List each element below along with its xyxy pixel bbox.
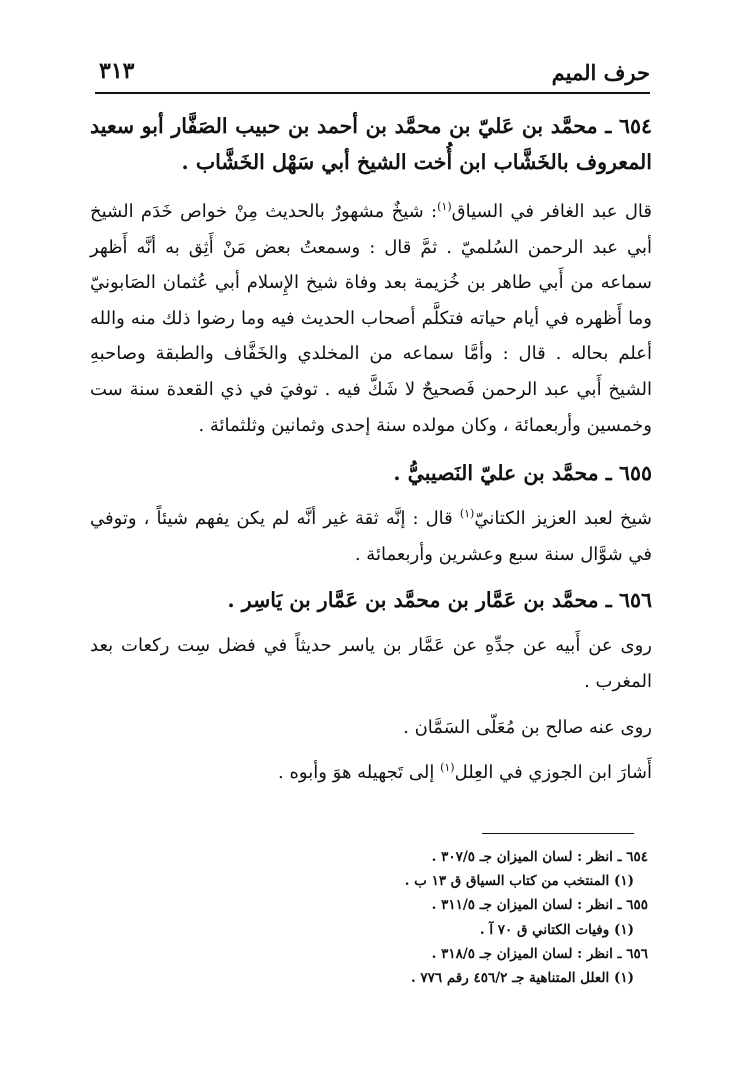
entry-656-text-start: أَشارَ ابن الجوزي في العِلل	[454, 762, 652, 784]
footnote-ref: (١)	[437, 200, 452, 213]
footnote-656-1: (١) العلل المتناهية جـ ٤٥٦/٢ رقم ٧٧٦ .	[410, 970, 634, 987]
main-text	[90, 108, 652, 791]
footnote-ref: (١)	[440, 761, 455, 775]
entry-655-text-start: شيخ لعبد العزيز الكتانيّ	[474, 508, 652, 530]
footnotes	[248, 845, 648, 990]
footnote-654: ٦٥٤ ـ انظر : لسان الميزان جـ ٣٠٧/٥ .	[431, 849, 648, 865]
entry-656-paragraph-3	[90, 755, 652, 791]
entry-654-text-rest: : شيخٌ مشهورٌ بالحديث مِنْ خواص خَدَم الشيخ أبي عبد الرحمن السُلميّ . ثمَّ قال : وسمعتُ بعض مَنْ أَثِق به أنَّه أَظهر سماعه من أَبي طاهر بن خُزيمة بعد وفاة شيخ الإِسلام أبي عُثمان الصَابونيّ وما أَظهره في أيام حياته فتكلَّم أصحاب الحديث فيه وما رضوا ذلك منه والله أعلم بحاله . قال : وأمَّا سماعه من المخلدي والخَفَّاف والطبقة وصاحبهِ الشيخ أَبي عبد الرحمن فَصحيحٌ لا شَكَّ فيه . توفيَ في ذي القعدة سنة ست وخمسين وأربعمائة ، وكان مولده سنة إحدى وثمانين وثلثمائة .	[90, 201, 652, 436]
entry-656-heading: ٦٥٦ ـ محمَّد بن عَمَّار بن محمَّد بن عَمَّار بن يَاسِر .	[227, 588, 652, 613]
entry-655-heading: ٦٥٥ ـ محمَّد بن عليّ النَصيبيُّ .	[393, 461, 652, 486]
entry-656-paragraph-1: روى عن أَبيه عن جدِّهِ عن عَمَّار بن ياسر حديثاً في فضل سِت ركعات بعد المغرب .	[90, 635, 652, 692]
footnote-654-1: (١) المنتخب من كتاب السياق ق ١٣ ب .	[404, 873, 634, 890]
entry-654-paragraph	[90, 194, 652, 443]
entry-655-text-rest: قال : إنَّه ثقة غير أنَّه لم يكن يفهم شيئاً ، وتوفي في شوَّال سنة سبع وعشرين وأربعمائة .	[90, 508, 652, 565]
footnote-655: ٦٥٥ ـ انظر : لسان الميزان جـ ٣١١/٥ .	[431, 897, 648, 914]
page-header	[95, 58, 650, 94]
footnote-ref: (١)	[459, 507, 475, 521]
footnote-655-1: (١) وفيات الكتاني ق ٧٠ آ .	[479, 921, 634, 938]
entry-656-paragraph-2: روى عنه صالح بن مُعَلّى السَمَّان .	[403, 716, 652, 738]
footnote-separator	[482, 833, 634, 834]
entry-654-heading: ٦٥٤ ـ محمَّد بن عَليّ بن محمَّد بن أحمد بن حبيب الصَفَّار أبو سعيد المعروف بالخَشَّاب ابن أُخت الشيخ أبي سَهْل الخَشَّاب .	[90, 114, 652, 174]
entry-654-text-start: قال عبد الغافر في السياق	[451, 201, 652, 222]
entry-656-text-rest: إلى تَجهيله هوَ وأبوه .	[278, 762, 441, 784]
chapter-title: حرف الميم	[551, 60, 650, 85]
page-number: ٣١٣	[99, 58, 135, 84]
entry-655-paragraph	[90, 501, 652, 572]
footnote-656: ٦٥٦ ـ انظر : لسان الميزان جـ ٣١٨/٥ .	[431, 945, 648, 962]
